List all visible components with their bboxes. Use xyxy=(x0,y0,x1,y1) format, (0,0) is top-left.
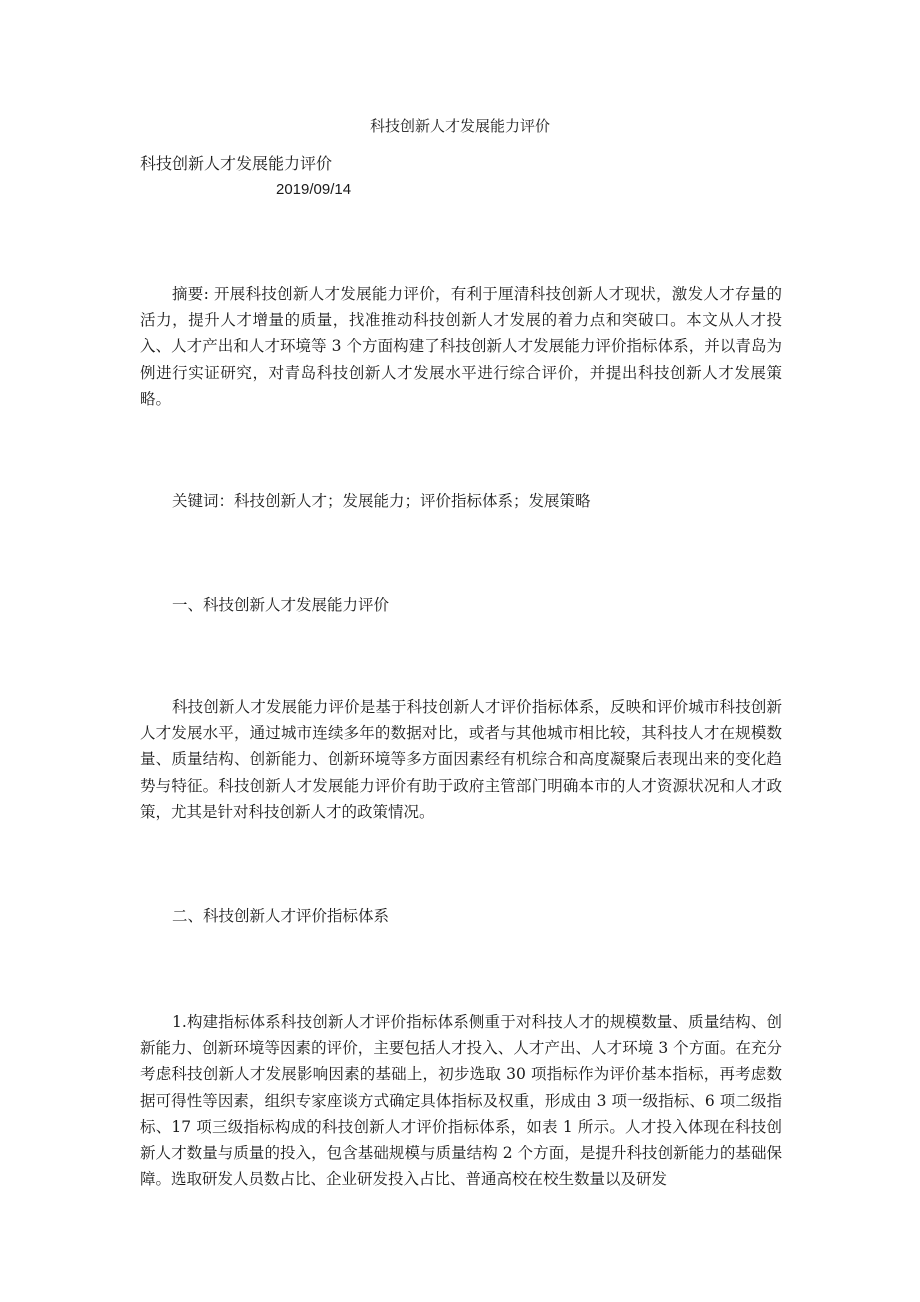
section-1-body: 科技创新人才发展能力评价是基于科技创新人才评价指标体系，反映和评价城市科技创新人才发展水平，通过城市连续多年的数据对比，或者与其他城市相比较，其科技人才在规模数量、质量结构、创新能力、创新环境等多方面因素经有机综合和高度凝聚后表现出来的变化趋势与特征。科技创新人才发展能力评价有助于政府主管部门明确本市的人才资源状况和人才政策，尤其是针对科技创新人才的政策情况。 xyxy=(140,698,782,821)
section-2-body: 1.构建指标体系科技创新人才评价指标体系侧重于对科技人才的规模数量、质量结构、创新能力、创新环境等因素的评价，主要包括人才投入、人才产出、人才环境 3 个方面。在充分考虑科技创新人才发展影响因素的基础上，初步选取 30 项指标作为评价基本指标，再考虑数据可得性等因素，组织专家座谈方式确定具体指标及权重，形成由 3 项一级指标、6 项二级指标、17 项三级指标构成的科技创新人才评价指标体系，如表 1 所示。人才投入体现在科技创新人才数量与质量的投入，包含基础规模与质量结构 2 个方面，是提升科技创新能力的基础保障。选取研发人员数占比、企业研发投入占比、普通高校在校生数量以及研发 xyxy=(140,1013,782,1189)
section-2-heading: 二、科技创新人才评价指标体系 xyxy=(172,907,390,925)
keywords-line: 关键词：科技创新人才；发展能力；评价指标体系；发展策略 xyxy=(172,492,591,510)
abstract-paragraph: 摘要: 开展科技创新人才发展能力评价，有利于厘清科技创新人才现状，激发人才存量的活力，提升人才增量的质量，找准推动科技创新人才发展的着力点和突破口。本文从人才投入、人才产出和人才环境等 3 个方面构建了科技创新人才发展能力评价指标体系，并以青岛为例进行实证研究，对青岛科技创新人才发展水平进行综合评价，并提出科技创新人才发展策略。 xyxy=(140,285,782,408)
document-header-title: 科技创新人才发展能力评价 xyxy=(369,117,550,135)
section-1-heading: 一、科技创新人才发展能力评价 xyxy=(172,596,390,614)
publish-date: 2019/09/14 xyxy=(276,181,352,198)
article-title: 科技创新人才发展能力评价 xyxy=(140,154,333,173)
